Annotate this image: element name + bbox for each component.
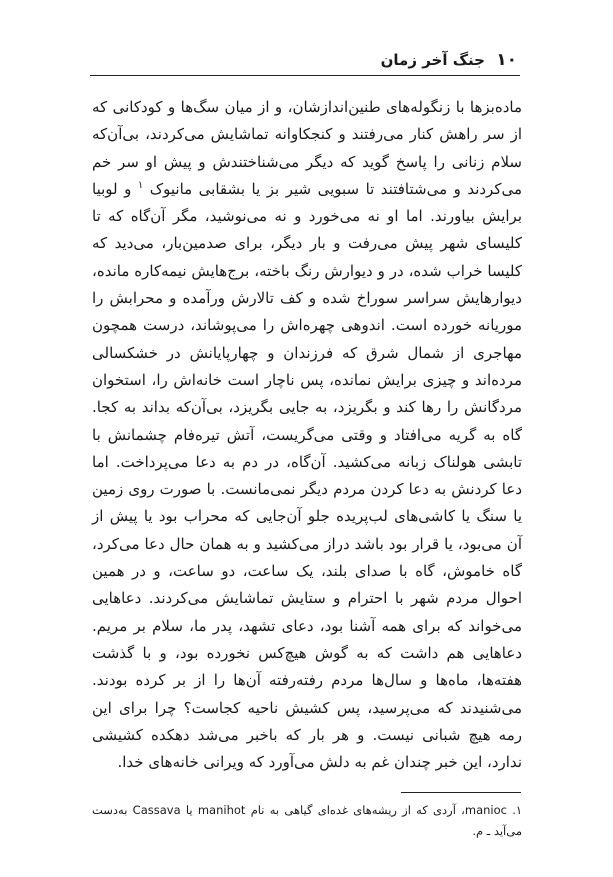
footnote-text: ، آردی که از ریشه‌های غده‌ای گیاهی به نام [250, 803, 465, 817]
footnote-term: manioc [464, 803, 507, 817]
page-number: ۱۰ [496, 50, 517, 70]
text-run: ماده‌بزها با زنگوله‌های طنین‌اندازشان، و از میان سگ‌ها و کودکانی که از سر راهش کنار می‌رفتند و کنجکاوانه تماشایش می‌کردند، بی‌آن‌که سلام زنانی را پاسخ گوید که دیگر می‌شناختندش و پیش او سر خم می‌کردند و می‌شتافتند تا سبویی شیر بز یا بشقابی مانیوک [92, 98, 523, 198]
footnote-text: یا [185, 803, 193, 817]
chapter-title: جنگ آخر زمان [380, 51, 485, 69]
footnote-text: به‌دست می‌آید ـ م. [92, 803, 522, 838]
main-text [92, 94, 522, 776]
footnote-latin-name: manihot [197, 803, 246, 817]
footnote-separator [401, 792, 521, 793]
paragraph [92, 94, 522, 776]
text-run: و لوبیا برایش بیاورند. اما او نه می‌خورد و نه می‌نوشید، مگر آن‌گاه که تا کلیسای شهر پیش می‌رفت و بار دیگر، برای صدمین‌بار، می‌دید که کلیسا خراب شده، در و دیوارش رنگ باخته، برج‌هایش نیمه‌کاره مانده، دیوارهایش سراسر سوراخ شده و کف تالارش ورآمده و محرابش را موریانه خورده است. اندوهی چهره‌اش را می‌پوشاند، درست همچون مهاجری از شمال شرق که فرزندان و چهارپایانش در خشکسالی مرده‌اند و چیزی برایش نمانده، پس ناچار است خانه‌اش را، استخوان مردگانش را رها کند و بگریزد، به جایی بگریزد، بی‌آن‌که بداند به کجا. گاه به گریه می‌افتاد و وقتی می‌گریست، آتش تیره‌فام چشمانش با تابشی هولناک زبانه می‌کشید. آن‌گاه، در دم به دعا می‌پرداخت. اما دعا کردنش به دعا کردن مردم دیگر نمی‌مانست. با صورت روی زمین یا سنگ یا کاشی‌های لب‌پریده جلو آن‌جایی که محراب بود یا پیش از آن می‌بود، یا قرار بود باشد دراز می‌کشید و به همان حال دعا می‌کرد، گاه خاموش، گاه با صدای بلند، یک ساعت، دو ساعت، و در همین احوال مردم شهر با احترام و ستایش تماشایش می‌کردند. دعاهایی می‌خواند که برای همه آشنا بود، دعای تشهد، پدر ما، سلام بر مریم. دعاهایی هم داشت که به گوش هیچ‌کس نخورده بود، و با گذشت هفته‌ها، ماه‌ها و سال‌ها مردم رفته‌رفته آن‌ها را از بر کرده بودند. می‌شنیدند که می‌پرسید، پس کشیش ناحیه کجاست؟ چرا برای این رمه هیچ شبانی نیست. و هر بار که باخبر می‌شد دهکده کشیشی ندارد، این خبر چندان غم به دلش می‌آورد که ویرانی خانه‌های خدا. [92, 179, 522, 772]
footnote-latin-name: Cassava [132, 803, 181, 817]
running-head [381, 50, 517, 70]
footnote-marker: ۱. [512, 803, 523, 817]
footnote [92, 800, 522, 842]
footnote-reference[interactable]: ۱ [137, 179, 144, 191]
header-rule [90, 75, 520, 76]
